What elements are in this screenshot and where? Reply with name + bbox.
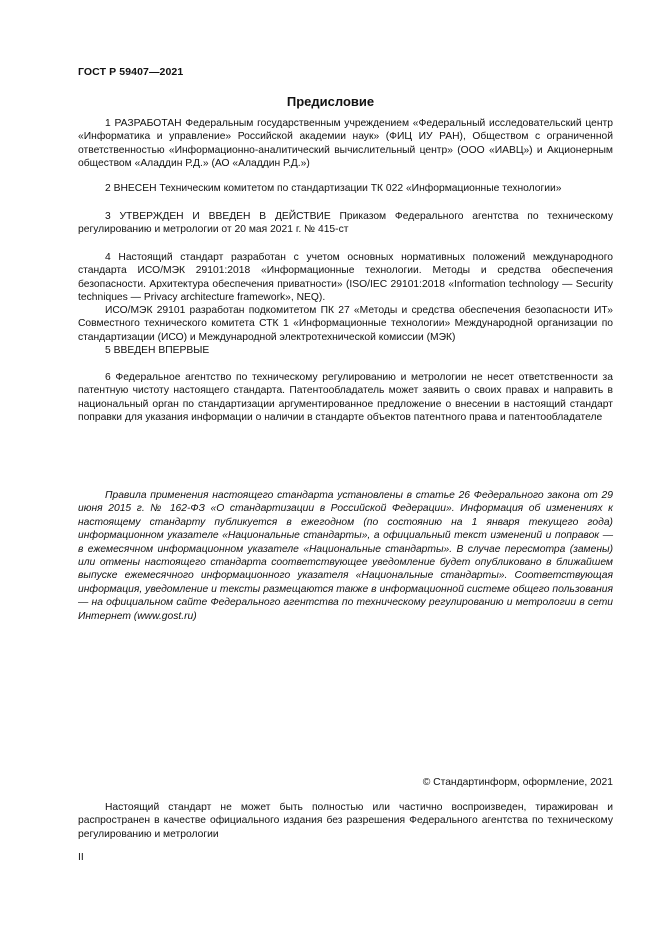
preface-item-1: 1 РАЗРАБОТАН Федеральным государственным учреждением «Федеральный исследовательский центр «Информатика и управление» Российской академии наук» (ФИЦ ИУ РАН), Обществом с ограниченной ответственностью «Информационно-аналитический вычислительный центр» (ООО «ИАВЦ») и Акционерным обществом «Аладдин Р.Д.» (АО «Аладдин Р.Д.») bbox=[78, 118, 613, 170]
preface-item-2: 2 ВНЕСЕН Техническим комитетом по стандартизации ТК 022 «Информационные технологии» bbox=[105, 183, 562, 194]
application-rules-notice: Правила применения настоящего стандарта установлены в статье 26 Федерального закона от 29 июня 2015 г. № 162-ФЗ «О стандартизации в Российской Федерации». Информация об изменениях к настоящему стандарту публикуется в ежегодном (по состоянию на 1 января текущего года) информационном указателе «Национальные стандарты», а официальный текст изменений и поправок — в ежемесячном информационном указателе «Национальные стандарты». В случае пересмотра (замены) или отмены настоящего стандарта соответствующее уведомление будет опубликовано в ближайшем выпуске ежемесячного информационного указателя «Национальные стандарты». Соответствующая информация, уведомление и тексты размещаются также в информационной системе общего пользования — на официальном сайте Федерального агентства по техническому регулированию и метрологии в сети Интернет (www.gost.ru) bbox=[78, 490, 613, 622]
preface-item-3: 3 УТВЕРЖДЕН И ВВЕДЕН В ДЕЙСТВИЕ Приказом Федерального агентства по техническому регулированию и метрологии от 20 мая 2021 г. № 415-ст bbox=[78, 211, 613, 236]
reproduction-notice: Настоящий стандарт не может быть полностью или частично воспроизведен, тиражирован и распространен в качестве официального издания без разрешения Федерального агентства по техническому регулированию и метрологии bbox=[78, 802, 613, 840]
preface-item-5: 5 ВВЕДЕН ВПЕРВЫЕ bbox=[105, 345, 210, 356]
preface-item-6: 6 Федеральное агентство по техническому регулированию и метрологии не несет ответственности за патентную чистоту настоящего стандарта. Патентообладатель может заявить о своих правах и направить в национальный орган по стандартизации аргументированное предложение о внесении в настоящий стандарт поправки для указания информации о наличии в стандарте объектов патентного права и патентообладателе bbox=[78, 372, 613, 424]
preface-item-4: 4 Настоящий стандарт разработан с учетом основных нормативных положений международного стандарта ИСО/МЭК 29101:2018 «Информационные технологии. Методы и средства обеспечения безопасности. Архитектура обеспечения приватности» (ISO/IEC 29101:2018 «Information technology — Security techniques — Privacy architecture framework», NEQ). bbox=[78, 252, 613, 304]
document-id: ГОСТ Р 59407—2021 bbox=[78, 66, 184, 78]
preface-title: Предисловие bbox=[286, 94, 375, 109]
preface-item-4-note: ИСО/МЭК 29101 разработан подкомитетом ПК 27 «Методы и средства обеспечения безопасности ИТ» Совместного технического комитета СТК 1 «Информационные технологии» Международной организации по стандартизации (ИСО) и Международной электротехнической комиссии (МЭК) bbox=[78, 305, 613, 343]
page-number: II bbox=[78, 852, 84, 863]
copyright-line: © Стандартинформ, оформление, 2021 bbox=[422, 777, 613, 788]
